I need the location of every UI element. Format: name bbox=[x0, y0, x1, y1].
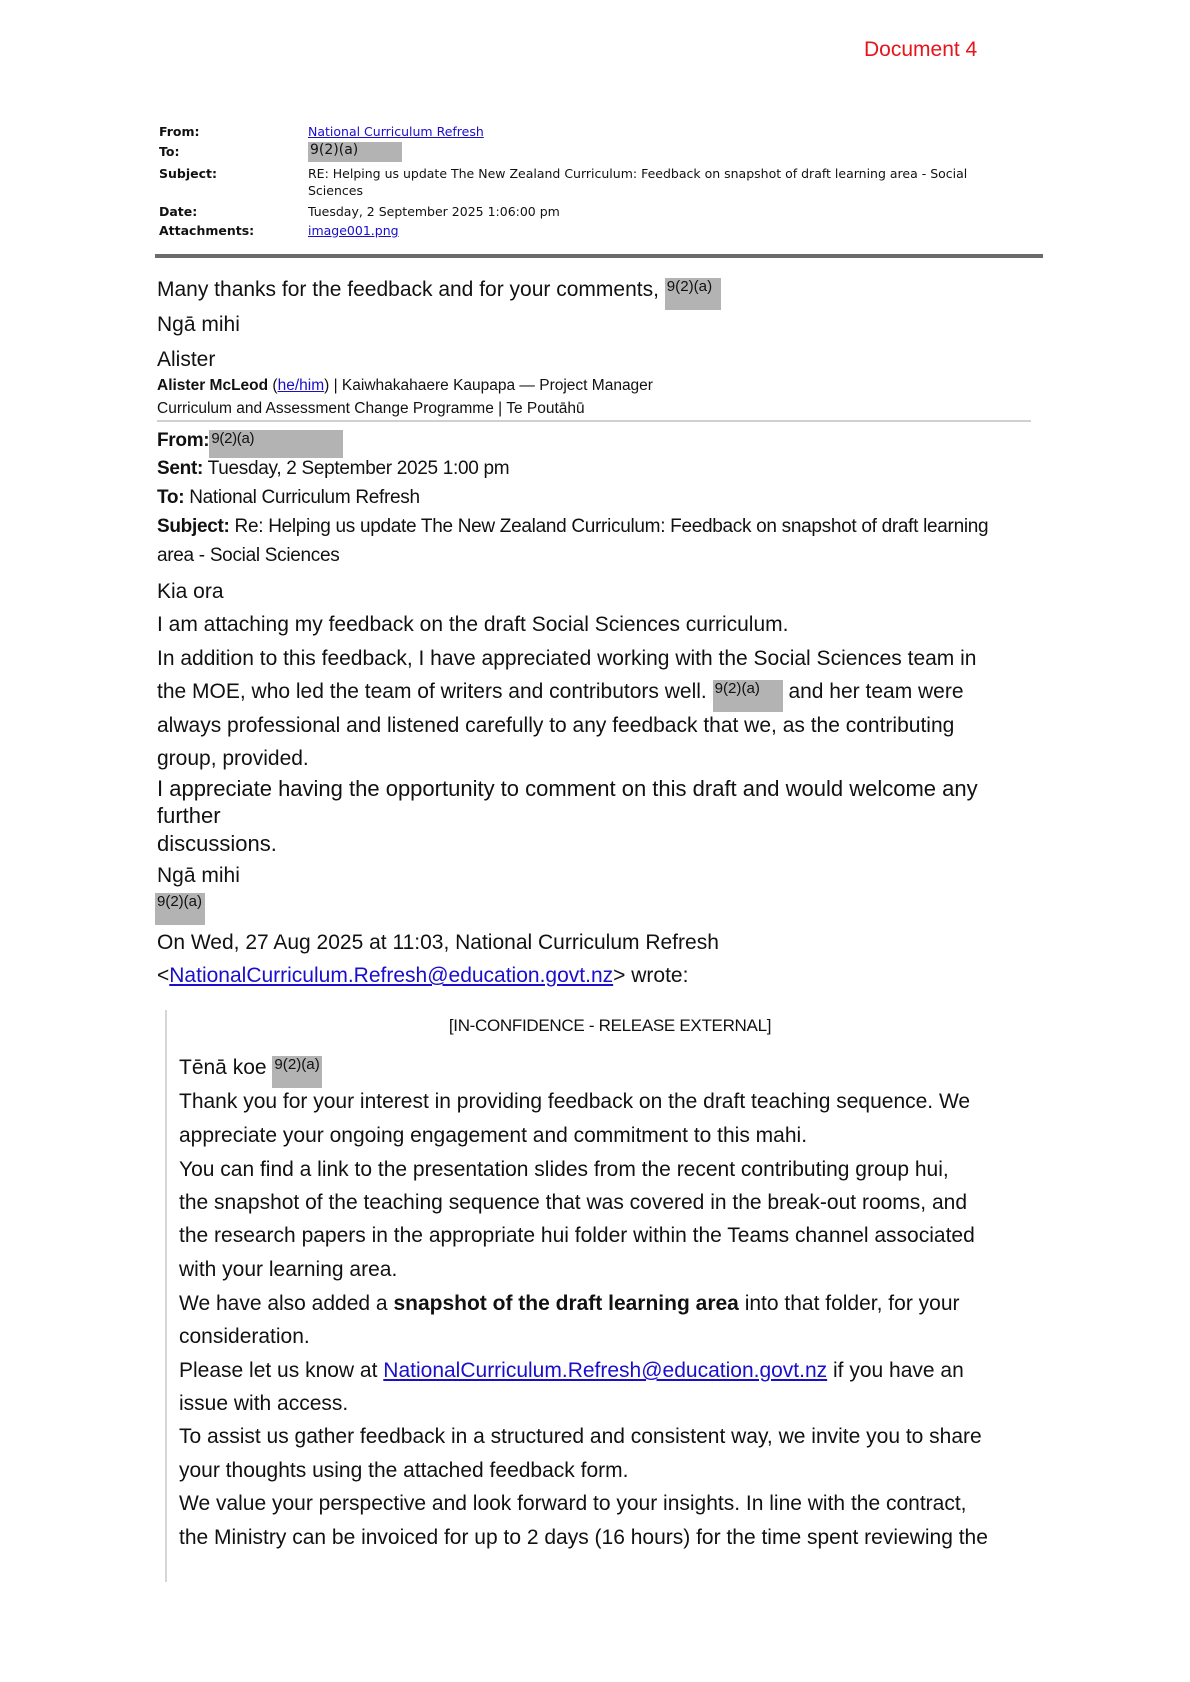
fwd-subject-line-2: area - Social Sciences bbox=[157, 545, 340, 566]
quoted-bold-text: snapshot of the draft learning area bbox=[393, 1292, 739, 1315]
fwd-closing: Ngā mihi bbox=[157, 864, 240, 887]
redaction: 9(2)(a) bbox=[209, 430, 343, 458]
quoted-line: your thoughts using the attached feedback form. bbox=[179, 1459, 629, 1482]
fwd-subject-label: Subject: bbox=[157, 516, 230, 537]
classification-label: [IN-CONFIDENCE - RELEASE EXTERNAL] bbox=[448, 1016, 772, 1035]
to-label: To: bbox=[159, 144, 180, 159]
body-line: further bbox=[157, 803, 221, 828]
quoted-line: Thank you for your interest in providing feedback on the draft teaching sequence. We bbox=[179, 1090, 971, 1113]
fwd-subject bbox=[157, 516, 988, 538]
fwd-subject-value: Re: Helping us update The New Zealand Curriculum: Feedback on snapshot of draft learning bbox=[234, 516, 989, 537]
fwd-sent-value: Tuesday, 2 September 2025 1:00 pm bbox=[207, 458, 510, 479]
body-text: the MOE, who led the team of writers and contributors well. bbox=[157, 680, 707, 703]
email-link[interactable]: NationalCurriculum.Refresh@education.govt.nz bbox=[169, 964, 614, 987]
quoted-text: into that folder, for your bbox=[744, 1292, 960, 1315]
date-value: Tuesday, 2 September 2025 1:06:00 pm bbox=[308, 204, 560, 219]
body-line bbox=[157, 680, 964, 712]
from-label: From: bbox=[159, 124, 200, 139]
body-line: I appreciate having the opportunity to comment on this draft and would welcome any bbox=[157, 776, 978, 801]
quoted-line: consideration. bbox=[179, 1325, 310, 1348]
fwd-to-value: National Curriculum Refresh bbox=[189, 487, 420, 508]
quoted-line: the Ministry can be invoiced for up to 2 days (16 hours) for the time spent reviewing the bbox=[179, 1526, 988, 1549]
quoted-line: appreciate your ongoing engagement and commitment to this mahi. bbox=[179, 1124, 808, 1147]
subject-line-2: Sciences bbox=[308, 183, 363, 198]
redaction: 9(2)(a) bbox=[272, 1056, 322, 1088]
quoted-line: issue with access. bbox=[179, 1392, 349, 1415]
subject-label: Subject: bbox=[159, 166, 217, 181]
signature-divider bbox=[157, 420, 1031, 422]
wrote-text: > wrote: bbox=[613, 964, 689, 987]
fwd-to-label: To: bbox=[157, 487, 185, 508]
redaction: 9(2)(a) bbox=[713, 680, 783, 712]
redaction: 9(2)(a) bbox=[155, 893, 205, 925]
document-label: Document 4 bbox=[864, 38, 978, 61]
body-text: and her team were bbox=[788, 680, 964, 703]
body-line: group, provided. bbox=[157, 747, 309, 770]
quoted-line bbox=[179, 1359, 964, 1383]
body-line: discussions. bbox=[157, 831, 277, 856]
quoted-line: We value your perspective and look forward to your insights. In line with the contract, bbox=[179, 1492, 967, 1515]
sender-name: Alister bbox=[157, 348, 216, 371]
signature-name: Alister McLeod bbox=[157, 377, 269, 394]
quoted-line bbox=[179, 1292, 960, 1316]
signature-title: | Kaiwhakahaere Kaupapa — Project Manager bbox=[333, 377, 653, 394]
signature-line-1: Alister McLeod (he/him) | Kaiwhakahaere Kaupapa — Project Manager bbox=[157, 377, 653, 394]
on-wrote-line: On Wed, 27 Aug 2025 at 11:03, National Curriculum Refresh bbox=[157, 931, 719, 954]
fwd-sent-label: Sent: bbox=[157, 458, 204, 479]
body-line: In addition to this feedback, I have appreciated working with the Social Sciences team in bbox=[157, 647, 977, 670]
pronoun-link[interactable]: he/him bbox=[277, 377, 325, 394]
quoted-greeting bbox=[179, 1056, 322, 1088]
redaction: 9(2)(a) bbox=[308, 142, 402, 162]
quoted-line: with your learning area. bbox=[179, 1258, 398, 1281]
bracket: < bbox=[157, 964, 170, 987]
fwd-from-label: From: bbox=[157, 430, 210, 451]
thanks-text: Many thanks for the feedback and for your comments, bbox=[157, 278, 659, 301]
closing: Ngā mihi bbox=[157, 313, 240, 336]
greeting-text: Tēnā koe bbox=[179, 1056, 267, 1079]
quote-bar bbox=[165, 1010, 167, 1582]
fwd-to bbox=[157, 487, 420, 509]
quoted-line: the snapshot of the teaching sequence that was covered in the break-out rooms, and bbox=[179, 1191, 968, 1214]
thanks-line bbox=[157, 278, 721, 310]
fwd-signature bbox=[155, 893, 205, 925]
header-divider bbox=[155, 254, 1043, 258]
fwd-sent bbox=[157, 458, 509, 480]
quoted-line: the research papers in the appropriate hui folder within the Teams channel associated bbox=[179, 1224, 975, 1247]
body-line: I am attaching my feedback on the draft Social Sciences curriculum. bbox=[157, 613, 789, 636]
on-wrote-email-line bbox=[157, 964, 688, 988]
fwd-from bbox=[157, 430, 343, 458]
fwd-greeting: Kia ora bbox=[157, 580, 224, 603]
quoted-text: if you have an bbox=[833, 1359, 964, 1382]
redaction: 9(2)(a) bbox=[665, 278, 721, 310]
attachment-link[interactable]: image001.png bbox=[308, 223, 399, 238]
attachments-label: Attachments: bbox=[159, 223, 255, 238]
quoted-text: Please let us know at bbox=[179, 1359, 378, 1382]
date-label: Date: bbox=[159, 204, 198, 219]
quoted-line: To assist us gather feedback in a structured and consistent way, we invite you to share bbox=[179, 1425, 982, 1448]
email-link[interactable]: NationalCurriculum.Refresh@education.govt.nz bbox=[383, 1359, 828, 1382]
quoted-line: You can find a link to the presentation slides from the recent contributing group hui, bbox=[179, 1158, 949, 1181]
body-line: always professional and listened carefully to any feedback that we, as the contributing bbox=[157, 714, 955, 737]
quoted-text: We have also added a bbox=[179, 1292, 388, 1315]
signature-org: Curriculum and Assessment Change Programme | Te Poutāhū bbox=[157, 400, 585, 417]
subject-line-1: RE: Helping us update The New Zealand Curriculum: Feedback on snapshot of draft learning area - Social bbox=[308, 166, 968, 181]
from-link[interactable]: National Curriculum Refresh bbox=[308, 124, 484, 139]
to-value bbox=[308, 142, 402, 162]
